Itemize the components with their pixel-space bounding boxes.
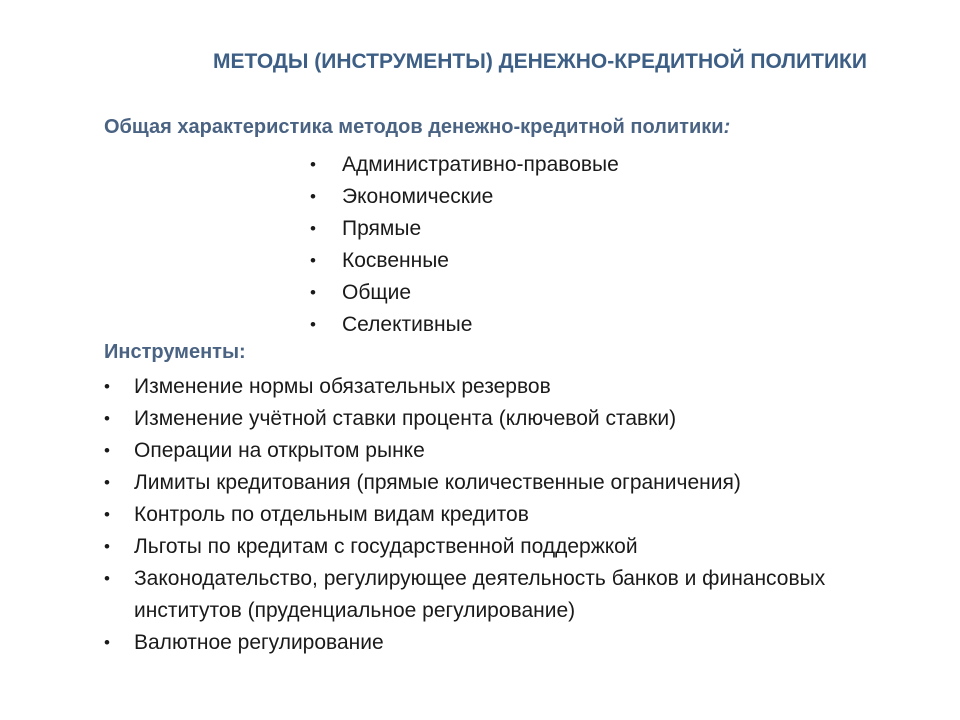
tool-label: Льготы по кредитам с государственной поддержкой [134, 535, 638, 558]
list-item [308, 181, 619, 213]
method-label: Административно-правовые [342, 153, 619, 176]
tool-label: Операции на открытом рынке [134, 439, 425, 462]
bullet-icon: • [104, 441, 110, 460]
bullet-icon: • [310, 315, 316, 334]
list-item [104, 467, 904, 499]
bullet-icon: • [104, 505, 110, 524]
slide-title: МЕТОДЫ (ИНСТРУМЕНТЫ) ДЕНЕЖНО-КРЕДИТНОЙ ПОЛИТИКИ [213, 50, 867, 73]
list-item [308, 277, 619, 309]
list-item [104, 435, 904, 467]
bullet-icon: • [104, 569, 110, 588]
method-label: Косвенные [342, 249, 449, 272]
tool-label: Контроль по отдельным видам кредитов [134, 503, 529, 526]
method-label: Селективные [342, 313, 473, 336]
methods-heading-text: Общая характеристика методов денежно-кредитной политики [104, 116, 724, 138]
tool-label: Изменение нормы обязательных резервов [134, 375, 551, 398]
list-item [104, 563, 904, 627]
list-item [308, 213, 619, 245]
bullet-icon: • [104, 473, 110, 492]
tool-label: Валютное регулирование [134, 631, 384, 654]
bullet-icon: • [310, 187, 316, 206]
list-item [104, 403, 904, 435]
methods-heading-colon: : [723, 116, 731, 138]
tool-label: Изменение учётной ставки процента (ключевой ставки) [134, 407, 677, 430]
bullet-icon: • [104, 377, 110, 396]
list-item [104, 499, 904, 531]
bullet-icon: • [104, 633, 110, 652]
bullet-icon: • [310, 155, 316, 174]
method-label: Экономические [342, 185, 494, 208]
tool-label: Лимиты кредитования (прямые количественные ограничения) [134, 471, 741, 494]
methods-heading [104, 116, 730, 139]
tools-heading: Инструменты: [104, 341, 246, 363]
list-item [104, 627, 904, 659]
list-item [104, 371, 904, 403]
bullet-icon: • [310, 251, 316, 270]
bullet-icon: • [310, 219, 316, 238]
method-label: Прямые [342, 217, 422, 240]
method-label: Общие [342, 281, 412, 304]
methods-list [308, 149, 619, 341]
list-item [308, 149, 619, 181]
bullet-icon: • [104, 409, 110, 428]
bullet-icon: • [310, 283, 316, 302]
bullet-icon: • [104, 537, 110, 556]
list-item [308, 245, 619, 277]
tools-list [104, 371, 904, 659]
tool-label: Законодательство, регулирующее деятельность банков и финансовых институтов (пруденциальное регулирование) [134, 567, 826, 622]
list-item [308, 309, 619, 341]
list-item [104, 531, 904, 563]
